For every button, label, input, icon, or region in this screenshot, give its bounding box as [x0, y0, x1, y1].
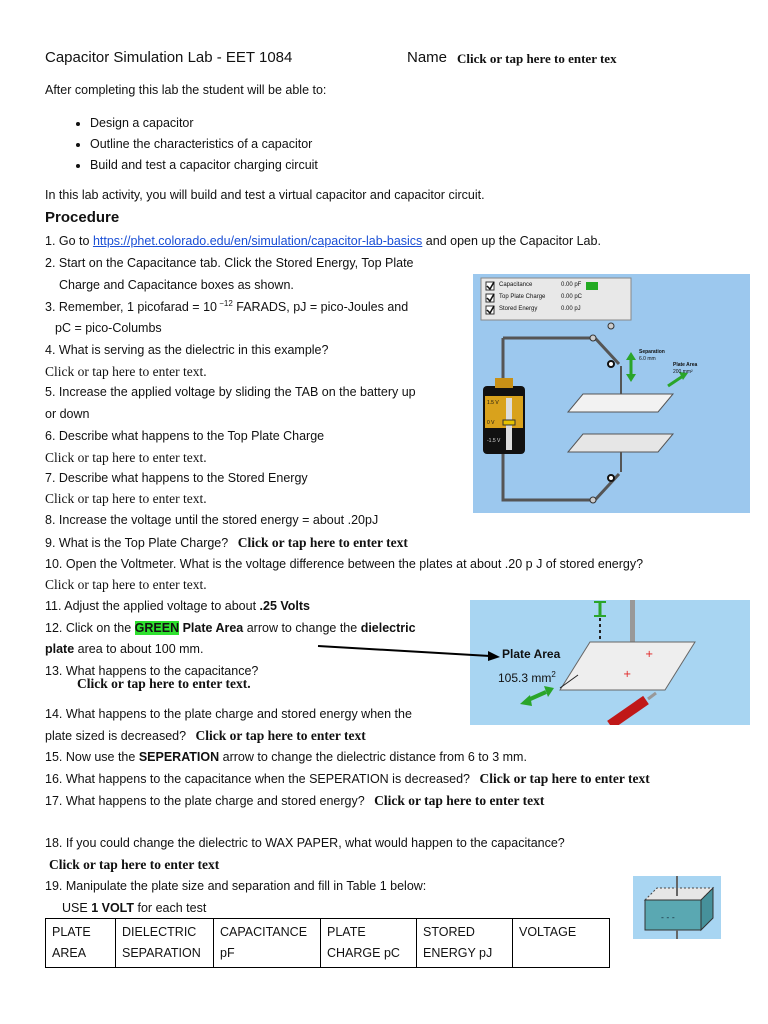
table-header-cell: VOLTAGE — [513, 919, 610, 968]
data-table — [45, 918, 610, 968]
step-5-line-1: 5. Increase the applied voltage by sliding the TAB on the battery up — [45, 385, 416, 399]
step-1: 1. Go to https://phet.colorado.edu/en/simulation/capacitor-lab-basics and open up the Capacitor Lab. — [45, 234, 601, 248]
battery-label-top: 1.5 V — [487, 400, 499, 406]
answer-field-9[interactable]: Click or tap here to enter text — [237, 535, 408, 550]
step-8: 8. Increase the voltage until the stored energy = about .20pJ — [45, 513, 379, 527]
answer-field-10[interactable]: Click or tap here to enter text. — [45, 577, 207, 592]
checkbox-icon — [486, 306, 494, 314]
objective-item: • Design a capacitor — [90, 113, 318, 134]
plus-icon: + — [623, 669, 632, 680]
step-5-line-2: or down — [45, 407, 90, 421]
step-14-line-2: plate sized is decreased? Click or tap here to enter text — [45, 728, 366, 743]
answer-field-17[interactable]: Click or tap here to enter text — [374, 793, 545, 808]
step-4: 4. What is serving as the dielectric in this example? — [45, 343, 329, 357]
plate-area-arrow-icon — [520, 686, 554, 706]
plate-area-diagram — [470, 600, 750, 725]
phet-link[interactable]: https://phet.colorado.edu/en/simulation/capacitor-lab-basics — [92, 234, 423, 248]
answer-field-14[interactable]: Click or tap here to enter text — [195, 728, 366, 743]
procedure-heading: Procedure — [45, 209, 120, 226]
sim-value-stored-energy: 0.00 pJ — [561, 306, 581, 312]
answer-field-6[interactable]: Click or tap here to enter text. — [45, 450, 207, 465]
simulation-image-dielectric — [633, 876, 721, 939]
step-15: 15. Now use the SEPERATION arrow to change the dielectric distance from 6 to 3 mm. — [45, 750, 527, 764]
table-header-cell: PLATE AREA — [46, 919, 116, 968]
checkbox-icon — [486, 282, 494, 290]
step-7: 7. Describe what happens to the Stored Energy — [45, 471, 308, 485]
separation-arrow-icon — [626, 352, 636, 382]
step-16: 16. What happens to the capacitance when the SEPERATION is decreased? Click or tap here to enter text — [45, 771, 650, 786]
answer-field-16[interactable]: Click or tap here to enter text — [479, 771, 650, 786]
step-9: 9. What is the Top Plate Charge? Click or tap here to enter text — [45, 535, 408, 550]
step-10: 10. Open the Voltmeter. What is the voltage difference between the plates at about .20 p J of stored energy? — [45, 557, 644, 571]
step-2-line-2: Charge and Capacitance boxes as shown. — [59, 278, 294, 292]
table-header-cell: CAPACITANCE pF — [214, 919, 321, 968]
table-header-cell: STORED ENERGY pJ — [417, 919, 513, 968]
table-header-row — [46, 919, 610, 968]
activity-text: In this lab activity, you will build and test a virtual capacitor and capacitor circuit. — [45, 188, 485, 202]
plus-icon: + — [645, 649, 654, 660]
step-11: 11. Adjust the applied voltage to about .25 Volts — [45, 599, 310, 613]
sim-separation-value: 6.0 mm — [639, 356, 656, 362]
objectives-list — [70, 113, 318, 176]
sim-plate-area-label: Plate Area — [673, 362, 698, 368]
sim-label-capacitance: Capacitance — [499, 282, 533, 288]
answer-field-4[interactable]: Click or tap here to enter text. — [45, 364, 207, 379]
step-12-line-2: plate area to about 100 mm. — [45, 642, 204, 656]
sim-value-capacitance: 0.00 pF — [561, 282, 582, 288]
sim-value-plate-charge: 0.00 pC — [561, 294, 583, 300]
battery-label-mid: 0 V — [487, 420, 495, 426]
simulation-image-capacitance — [473, 274, 750, 513]
sim-separation-label: Separation — [639, 349, 665, 355]
step-18: 18. If you could change the dielectric to WAX PAPER, what would happen to the capacitance? — [45, 836, 565, 850]
step-17: 17. What happens to the plate charge and stored energy? Click or tap here to enter text — [45, 793, 545, 808]
objective-item: • Build and test a capacitor charging circuit — [90, 155, 318, 176]
objective-item: • Outline the characteristics of a capacitor — [90, 134, 318, 155]
checkbox-icon — [486, 294, 494, 302]
use-one-volt: USE 1 VOLT for each test — [62, 901, 207, 915]
step-19: 19. Manipulate the plate size and separation and fill in Table 1 below: — [45, 879, 427, 893]
table-header-cell: DIELECTRIC SEPARATION — [116, 919, 214, 968]
answer-field-18[interactable]: Click or tap here to enter text — [49, 857, 220, 872]
probe-icon — [610, 693, 656, 725]
step-3-line-2: pC = pico-Columbs — [55, 321, 162, 335]
answer-field-13[interactable]: Click or tap here to enter text. — [77, 676, 251, 691]
dielectric-block-diagram — [633, 876, 721, 939]
sim-plate-area-value: 200 mm² — [673, 369, 693, 375]
battery-label-bottom: -1.5 V — [487, 438, 501, 444]
plate-area-label: Plate Area — [502, 647, 561, 661]
table-header-cell: PLATE CHARGE pC — [321, 919, 417, 968]
simulation-image-plate-area — [470, 600, 750, 725]
sim-label-stored-energy: Stored Energy — [499, 306, 538, 312]
separation-arrow-icon — [594, 602, 606, 616]
step-13: 13. What happens to the capacitance? — [45, 664, 259, 678]
name-field[interactable]: Click or tap here to enter tex — [457, 51, 617, 66]
step-3-line-1: 3. Remember, 1 picofarad = 10 $^{-12}$ FARADS, pJ = pico-Joules and — [45, 299, 409, 315]
pointer-arrow — [314, 640, 504, 664]
document-title: Capacitor Simulation Lab - EET 1084 — [45, 49, 293, 66]
step-12-line-1: 12. Click on the GREEN Plate Area arrow to change the dielectric — [45, 621, 416, 635]
intro-text: After completing this lab the student will be able to: — [45, 83, 327, 97]
answer-field-7[interactable]: Click or tap here to enter text. — [45, 491, 207, 506]
svg-text:- - -: - - - — [661, 913, 675, 922]
name-label: Name — [407, 49, 448, 66]
step-6: 6. Describe what happens to the Top Plate Charge — [45, 429, 325, 443]
step-14-line-1: 14. What happens to the plate charge and stored energy when the — [45, 707, 412, 721]
step-2-line-1: 2. Start on the Capacitance tab. Click the Stored Energy, Top Plate — [45, 256, 414, 270]
sim-label-plate-charge: Top Plate Charge — [499, 294, 546, 300]
plate-area-value: 105.3 $mm^2$ — [498, 670, 556, 685]
